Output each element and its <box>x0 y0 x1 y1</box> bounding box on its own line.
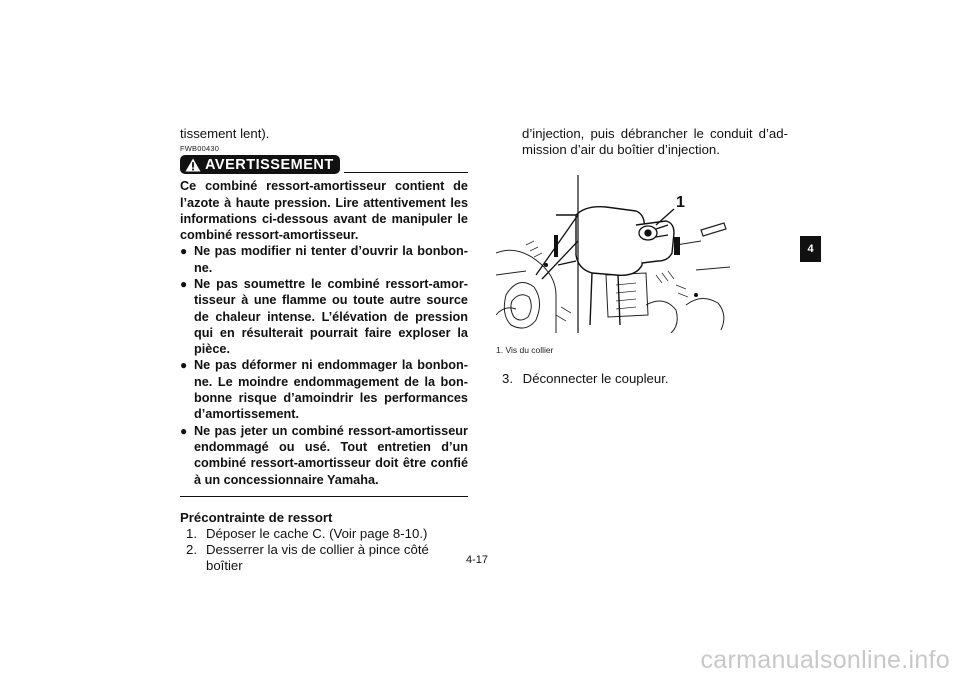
warning-label: AVERTISSEMENT <box>205 156 334 173</box>
figure-caption: 1. Vis du collier <box>496 345 554 356</box>
left-column <box>180 126 468 574</box>
watermark: carmanualsonline.info <box>700 646 950 674</box>
warning-bottom-rule <box>180 496 468 497</box>
warning-top-rule <box>344 172 468 173</box>
intro-text: tissement lent). <box>180 126 270 141</box>
step-list <box>180 526 468 575</box>
bullet-dot-icon: ● <box>180 276 188 291</box>
step-item: 3. Déconnecter le coupleur. <box>502 371 669 387</box>
warning-header <box>180 155 468 174</box>
step-item: 1. Déposer le cache C. (Voir page 8-10.) <box>186 525 428 541</box>
warning-body <box>180 178 468 488</box>
section-title: Précontrainte de ressort <box>180 509 333 525</box>
bullet-dot-icon: ● <box>180 358 188 373</box>
figure-callout-number: 1 <box>676 194 685 212</box>
right-column <box>496 126 788 386</box>
warning-triangle-icon <box>185 158 201 172</box>
chapter-tab: 4 <box>800 236 821 262</box>
warning-bullet: ● Ne pas modifier ni tenter d’ouvrir la bonbon-ne. <box>180 244 468 275</box>
warning-bullet: ● Ne pas jeter un combiné ressort-amortisseur endommagé ou usé. Tout entretien d’un combiné ressort-amortisseur doit être confié à un concessionnaire Yamaha. <box>180 423 468 487</box>
warning-bullet-list <box>180 243 468 487</box>
page-number: 4-17 <box>466 554 489 566</box>
warning-badge <box>180 155 340 174</box>
step-item: 2. Desserrer la vis de collier à pince côté boîtier <box>186 542 429 574</box>
warning-code: FWB00430 <box>180 144 220 154</box>
throttle-body-illustration <box>496 175 730 333</box>
bullet-dot-icon: ● <box>180 244 188 259</box>
warning-intro: Ce combiné ressort-amortisseur contient de l’azote à haute pression. Lire attentivement les informations ci-dessous avant de manipuler le combiné ressort-amortisseur. <box>180 179 468 243</box>
warning-bullet: ● Ne pas soumettre le combiné ressort-amor-tisseur à une flamme ou toute autre source de chaleur intense. L’élévation de pression qui en résulterait pourrait faire exploser la pièce. <box>180 276 468 357</box>
continuation-text: d’injection, puis débrancher le conduit d’ad-mission d’air du boîtier d’injection. <box>522 126 788 158</box>
warning-bullet: ● Ne pas déformer ni endommager la bonbon-ne. Le moindre endommagement de la bon-bonne risque d’amoindrir les performances d’amortissement. <box>180 358 468 422</box>
bullet-dot-icon: ● <box>180 423 188 438</box>
engine-figure <box>496 175 730 333</box>
